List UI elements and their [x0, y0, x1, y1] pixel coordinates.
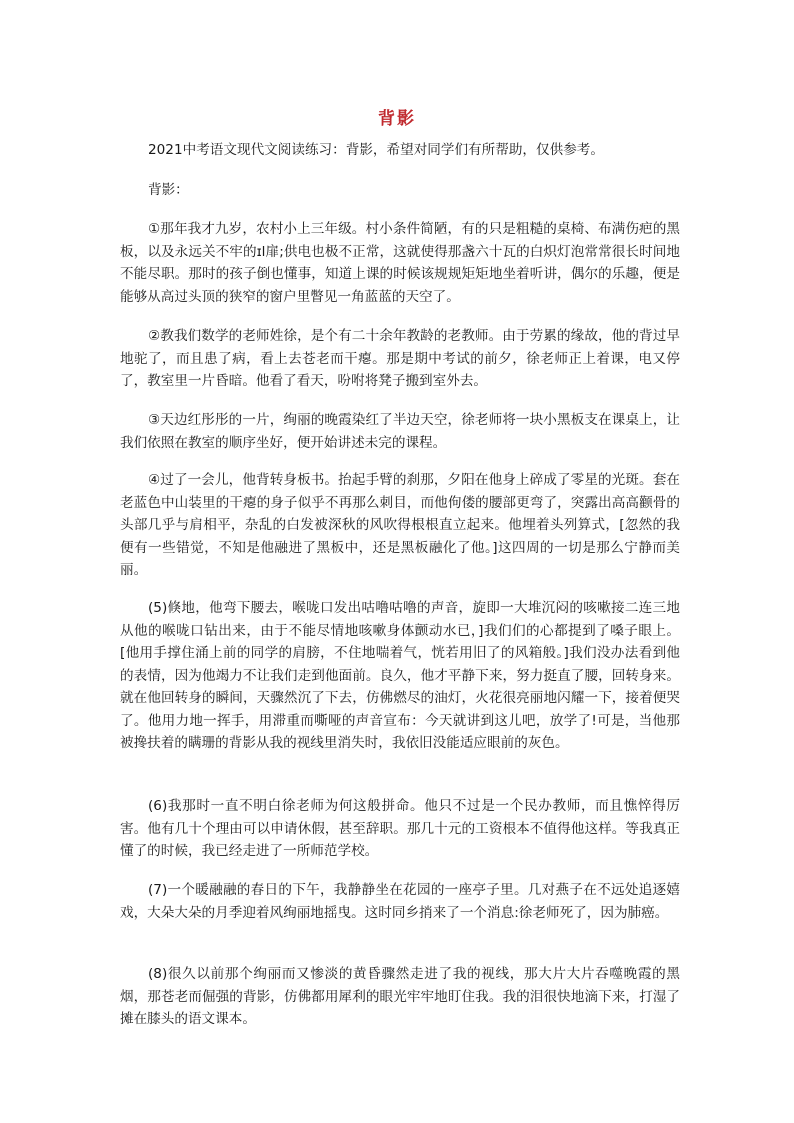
paragraph-4: ④过了一会儿，他背转身板书。抬起手臂的刹那，夕阳在他身上碎成了零星的光斑。套在老蓝色中山装里的干瘪的身子似乎不再那么刺目，而他佝偻的腰部更弯了，突露出高高颧骨的头部几乎与肩相平，杂乱的白发被深秋的风吹得根根直立起来。他埋着头列算式，[忽然的我便有一些错觉，不知是他融进了黑板中，还是黑板融化了他。]这四周的一切是那么宁静而美丽。 [120, 472, 680, 578]
paragraph-5: (5)倏地，他弯下腰去，喉咙口发出咕噜咕噜的声音，旋即一大堆沉闷的咳嗽接二连三地从他的喉咙口钻出来，由于不能尽情地咳嗽身体颤动水已，]我们们的心都提到了嗓子眼上。[他用手撑住涌上前的同学的肩膀，不住地喘着气，恍若用旧了的风箱般。]我们没办法看到他的表情，因为他竭力不让我们走到他面前。良久，他才平静下来，努力挺直了腰，回转身来。就在他回转身的瞬间，天骤然沉了下去，仿佛燃尽的油灯，火花很亮丽地闪耀一下，接着便哭了。他用力地一挥手，用滞重而嘶哑的声音宣布：今天就讲到这儿吧，放学了!可是，当他那被搀扶着的瞒珊的背影从我的视线里消失时，我依旧没能适应眼前的灰色。 [120, 600, 680, 751]
paragraph-7: (7)一个暖融融的春日的下午，我静静坐在花园的一座亭子里。几对燕子在不远处追逐嬉戏，大朵大朵的月季迎着风绚丽地摇曳。这时同乡捎来了一个消息:徐老师死了，因为肺癌。 [120, 882, 680, 921]
paragraph-2: ②教我们数学的老师姓徐，是个有二十余年教龄的老教师。由于劳累的缘故，他的背过早地驼了，而且患了病，看上去苍老而干瘪。那是期中考试的前夕，徐老师正上着课，电又停了，教室里一片昏暗。他看了看天，吩咐将凳子搬到室外去。 [120, 328, 680, 389]
paragraph-3: ③天边红彤彤的一片，绚丽的晚霞染红了半边天空，徐老师将一块小黑板支在课桌上，让我们依照在教室的顺序坐好，便开始讲述未完的课程。 [120, 412, 680, 451]
document-title: 背影 [378, 109, 416, 129]
section-label: 背影： [148, 182, 189, 198]
paragraph-6: (6)我那时一直不明白徐老师为何这般拼命。他只不过是一个民办教师，而且憔悴得厉害。他有几十个理由可以申请休假，甚至辞职。那几十元的工资根本不值得他这样。等我真正懂了的时候，我已经走进了一所师范学校。 [120, 798, 680, 859]
intro-line: 2021中考语文现代文阅读练习：背影，希望对同学们有所帮助，仅供参考。 [148, 142, 604, 158]
paragraph-1: ①那年我才九岁，农村小上三年级。村小条件简陋，有的只是粗糙的桌椅、布满伤疤的黑板，以及永远关不牢的ɪl扉;供电也极不正常，这就使得那盏六十瓦的白炽灯泡常常很长时间地不能尽职。那时的孩子倒也懂事，知道上课的时候该规规矩矩地坐着听讲，偶尔的乐趣，便是能够从高过头顶的狭窄的窗户里瞥见一角蓝蓝的天空了。 [120, 221, 680, 305]
paragraph-8: (8)很久以前那个绚丽而又惨淡的黄昏骤然走进了我的视线，那大片大片吞噬晚霞的黑烟，那苍老而倔强的背影，仿佛都用犀利的眼光牢牢地盯住我。我的泪很快地滴下来，打湿了摊在膝头的语文课本。 [120, 966, 680, 1027]
